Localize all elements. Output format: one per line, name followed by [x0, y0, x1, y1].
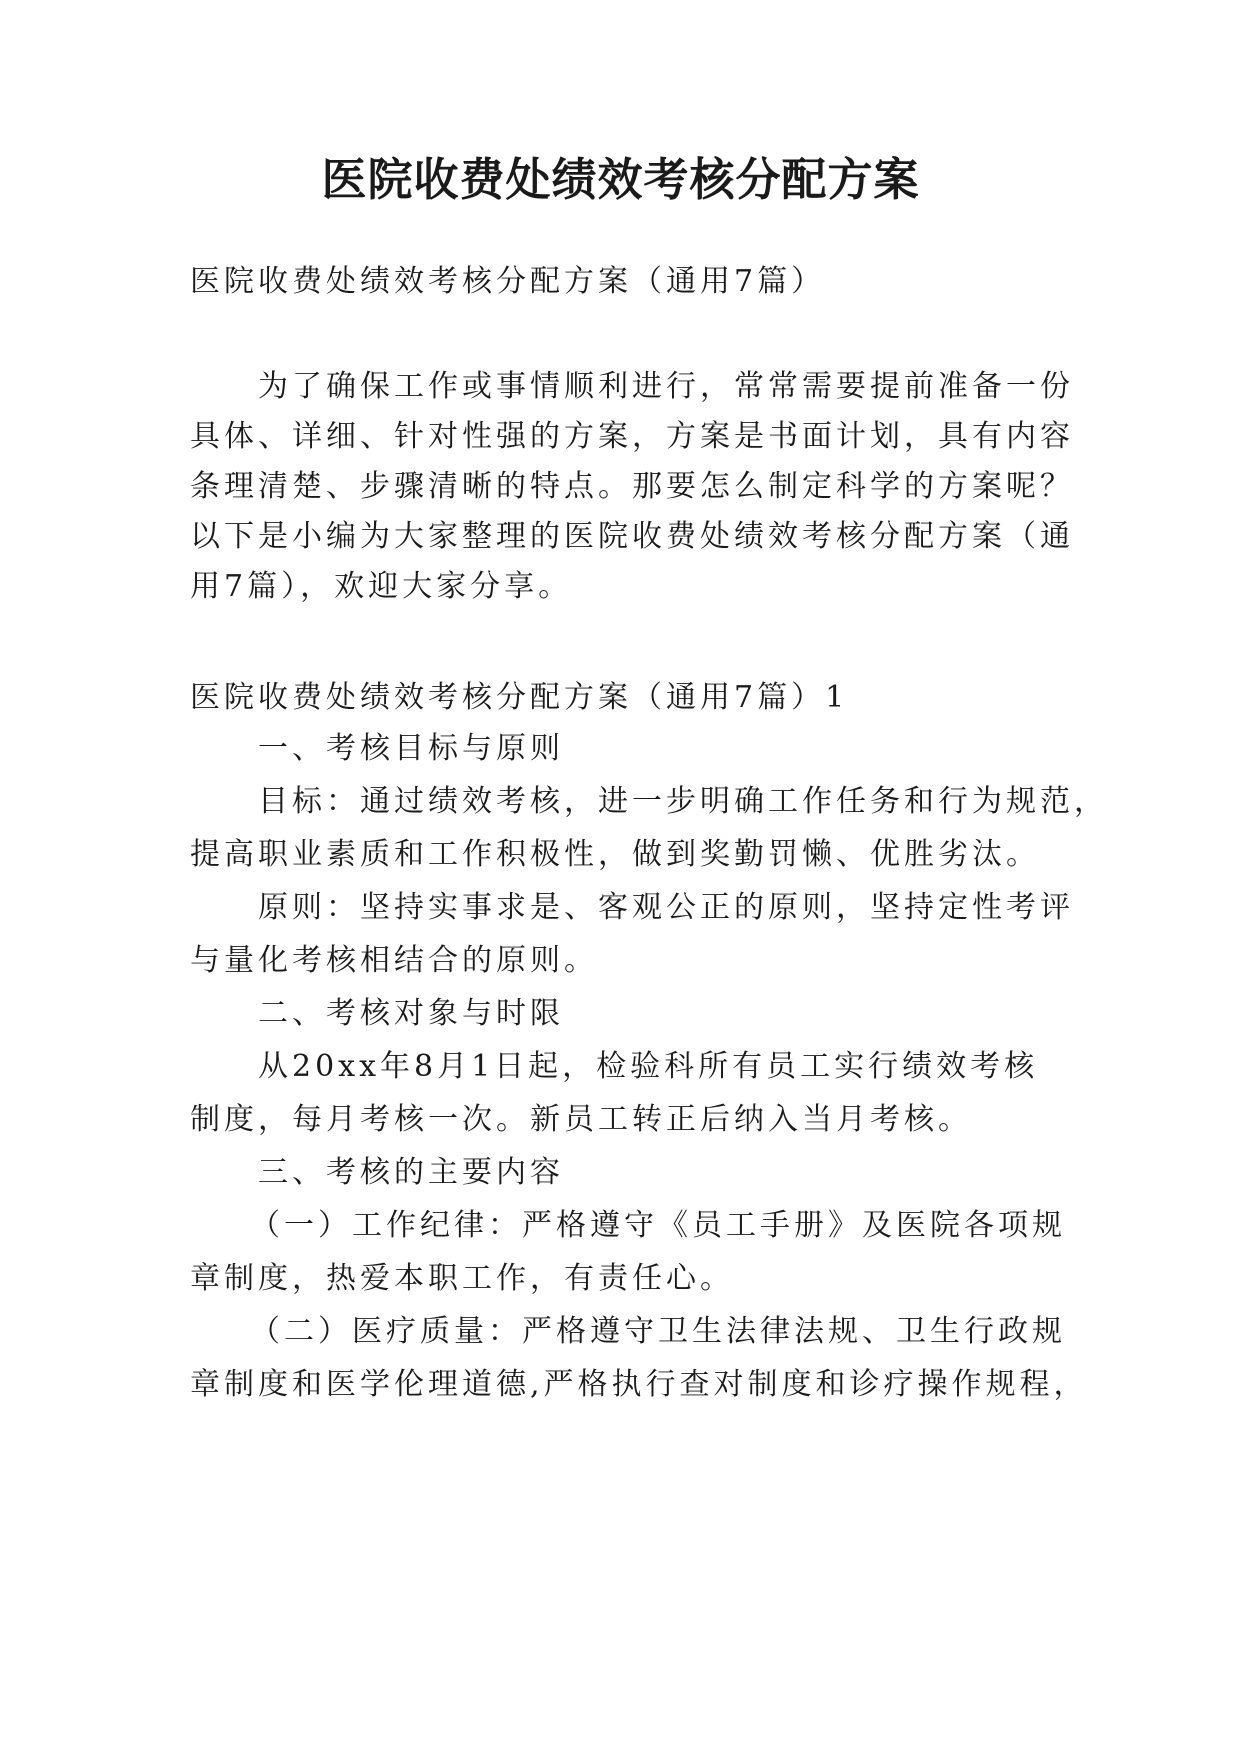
- body-line: 目标：通过绩效考核，进一步明确工作任务和行为规范，: [258, 784, 1108, 819]
- document-subtitle: 医院收费处绩效考核分配方案（通用7篇）: [190, 264, 826, 299]
- body-line: 与量化考核相结合的原则。: [190, 943, 598, 978]
- body-heading: 三、考核的主要内容: [258, 1155, 564, 1190]
- intro-line: 用7篇），欢迎大家分享。: [190, 569, 573, 604]
- intro-line: 以下是小编为大家整理的医院收费处绩效考核分配方案（通: [190, 519, 1074, 554]
- body-line: 原则：坚持实事求是、客观公正的原则，坚持定性考评: [258, 890, 1074, 925]
- body-line: （一）工作纪律：严格遵守《员工手册》及医院各项规: [250, 1208, 1066, 1243]
- intro-line: 具体、详细、针对性强的方案，方案是书面计划，具有内容: [190, 419, 1074, 454]
- body-heading: 二、考核对象与时限: [258, 996, 564, 1031]
- body-line: 章制度，热爱本职工作，有责任心。: [190, 1261, 734, 1296]
- document-title: 医院收费处绩效考核分配方案: [321, 153, 920, 206]
- body-line: 从20xx年8月1日起，检验科所有员工实行绩效考核: [258, 1049, 1039, 1084]
- section-heading: 医院收费处绩效考核分配方案（通用7篇）1: [190, 680, 849, 715]
- intro-line: 条理清楚、步骤清晰的特点。那要怎么制定科学的方案呢？: [190, 469, 1074, 504]
- body-line: 制度，每月考核一次。新员工转正后纳入当月考核。: [190, 1102, 972, 1137]
- body-line: （二）医疗质量：严格遵守卫生法律法规、卫生行政规: [250, 1314, 1066, 1349]
- body-line: 章制度和医学伦理道德,严格执行查对制度和诊疗操作规程，: [190, 1367, 1088, 1402]
- body-heading: 一、考核目标与原则: [258, 731, 564, 766]
- intro-line: 为了确保工作或事情顺利进行，常常需要提前准备一份: [258, 369, 1074, 404]
- body-line: 提高职业素质和工作积极性，做到奖勤罚懒、优胜劣汰。: [190, 837, 1040, 872]
